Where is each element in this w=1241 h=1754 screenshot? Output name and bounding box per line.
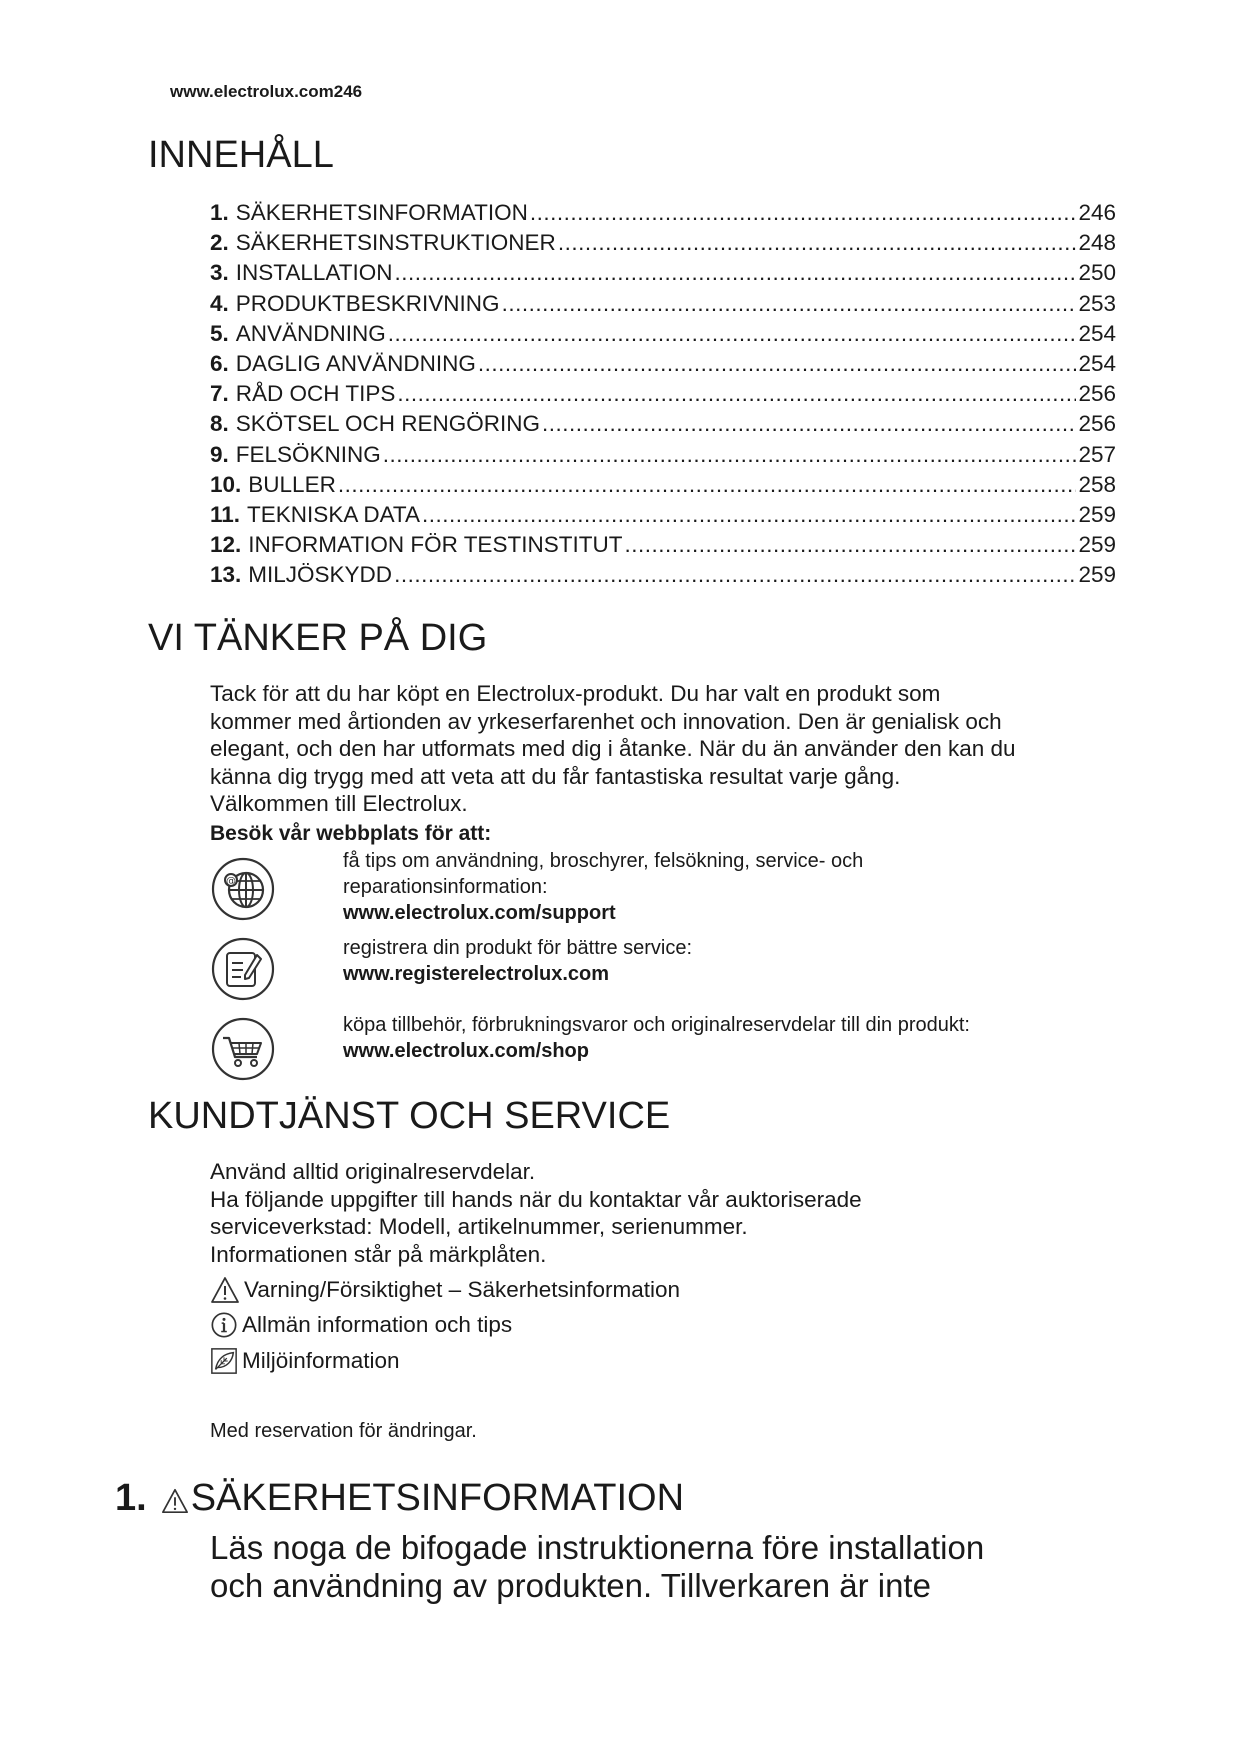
toc-item-label: RÅD OCH TIPS	[235, 381, 396, 407]
safety-number: 1.	[115, 1477, 147, 1519]
toc-item-label: FELSÖKNING	[235, 441, 381, 467]
warning-triangle-icon	[210, 1275, 240, 1305]
website-item-text: få tips om användning, broschyrer, felsökning, service- och	[343, 850, 864, 872]
toc-item-label: DAGLIG ANVÄNDNING	[235, 350, 476, 376]
toc-leader-dots	[397, 379, 1076, 409]
service-title: KUNDTJÄNST OCH SERVICE	[148, 1095, 671, 1137]
toc-item[interactable]	[210, 470, 1116, 500]
toc-item-label: PRODUKTBESKRIVNING	[235, 290, 500, 316]
toc-leader-dots	[388, 319, 1077, 349]
toc-item-page: 256	[1078, 381, 1116, 407]
service-text	[210, 1158, 862, 1268]
svg-text:@: @	[226, 876, 236, 887]
toc-item-label: INSTALLATION	[235, 260, 393, 286]
service-line: serviceverkstad: Modell, artikelnummer, serienummer.	[210, 1214, 748, 1239]
toc-item-label: ANVÄNDNING	[235, 320, 386, 346]
toc-title: INNEHÅLL	[148, 134, 334, 176]
toc-leader-dots	[624, 530, 1076, 560]
toc-item-label: SÄKERHETSINFORMATION	[235, 200, 528, 225]
toc-leader-dots	[558, 228, 1077, 258]
legend-environment	[210, 1347, 400, 1375]
service-line: Använd alltid originalreservdelar.	[210, 1159, 536, 1184]
intro-line: elegant, och den har utformats med dig i åtanke. När du än använder den kan du	[210, 736, 1016, 761]
toc-leader-dots	[502, 289, 1077, 319]
website-item-text: köpa tillbehör, förbrukningsvaror och originalreservdelar till din produkt:	[343, 1014, 970, 1036]
toc-item-page: 259	[1078, 501, 1116, 527]
toc-item-label: BULLER	[248, 471, 336, 497]
toc-item[interactable]	[210, 289, 1116, 319]
toc-item-page: 253	[1078, 290, 1116, 316]
toc-item[interactable]	[210, 409, 1116, 439]
intro-line: kommer med årtionden av yrkeserfarenhet och innovation. Den är genialisk och	[210, 708, 1002, 734]
website-item-register	[210, 935, 1110, 1010]
toc-item[interactable]	[210, 530, 1116, 560]
toc-leader-dots	[478, 349, 1077, 379]
legend-label: Miljöinformation	[242, 1348, 400, 1373]
support-link[interactable]: www.electrolux.com/support	[343, 902, 616, 924]
reservation-note: Med reservation för ändringar.	[210, 1420, 477, 1442]
toc-leader-dots	[338, 470, 1077, 500]
toc-leader-dots	[383, 440, 1077, 470]
toc-item-number: 5.	[210, 320, 229, 346]
info-icon	[210, 1311, 238, 1339]
legend-warning	[210, 1275, 680, 1305]
toc-item-page: 259	[1078, 532, 1116, 558]
toc-leader-dots	[394, 560, 1076, 590]
toc-item[interactable]	[210, 500, 1116, 530]
toc-item[interactable]	[210, 440, 1116, 470]
toc-item-label: SKÖTSEL OCH RENGÖRING	[235, 411, 540, 437]
toc-item-number: 7.	[210, 381, 229, 407]
service-line: Informationen står på märkplåten.	[210, 1241, 547, 1267]
toc-item-number: 8.	[210, 411, 229, 437]
toc-item[interactable]	[210, 258, 1116, 288]
legend-label: Varning/Försiktighet – Säkerhetsinformation	[244, 1277, 681, 1302]
toc-item-label: INFORMATION FÖR TESTINSTITUT	[248, 532, 623, 558]
toc-item-number: 12.	[210, 532, 242, 558]
toc-item-number: 1.	[210, 200, 229, 225]
intro-line: Tack för att du har köpt en Electrolux-produkt. Du har valt en produkt som	[210, 681, 941, 706]
thinking-title: VI TÄNKER PÅ DIG	[148, 617, 488, 659]
toc-item-page: 254	[1078, 320, 1116, 346]
toc-item[interactable]	[210, 349, 1116, 379]
safety-line: Läs noga de bifogade instruktionerna före installation	[210, 1529, 985, 1566]
toc-item-number: 6.	[210, 350, 229, 376]
toc-item-page: 246	[1078, 200, 1116, 225]
toc-item-page: 257	[1078, 441, 1116, 467]
toc-item-page: 258	[1078, 471, 1116, 497]
shop-link[interactable]: www.electrolux.com/shop	[343, 1040, 589, 1062]
toc-item-number: 13.	[210, 562, 242, 588]
toc-item-number: 3.	[210, 260, 229, 286]
safety-line: och användning av produkten. Tillverkaren är inte	[210, 1567, 931, 1604]
toc-item[interactable]	[210, 560, 1116, 590]
toc-item-label: SÄKERHETSINSTRUKTIONER	[235, 230, 556, 256]
toc-item-label: MILJÖSKYDD	[248, 562, 393, 588]
toc-leader-dots	[530, 198, 1077, 228]
legend-label: Allmän information och tips	[242, 1312, 513, 1337]
toc-item-page: 254	[1078, 350, 1116, 376]
service-line: Ha följande uppgifter till hands när du kontaktar vår auktoriserade	[210, 1186, 862, 1212]
toc-item[interactable]	[210, 228, 1116, 258]
website-item-shop	[210, 1010, 1110, 1090]
toc-leader-dots	[394, 258, 1076, 288]
intro-line: Välkommen till Electrolux.	[210, 791, 468, 816]
toc-leader-dots	[542, 409, 1076, 439]
globe-at-icon	[210, 856, 276, 922]
warning-triangle-icon	[161, 1487, 189, 1515]
toc-item[interactable]	[210, 319, 1116, 349]
register-link[interactable]: www.registerelectrolux.com	[343, 963, 610, 985]
safety-heading	[115, 1477, 684, 1520]
toc-leader-dots	[422, 500, 1076, 530]
toc-item-number: 2.	[210, 230, 229, 256]
website-item-text: reparationsinformation:	[343, 876, 548, 898]
shopping-cart-icon	[210, 1016, 276, 1082]
safety-title: SÄKERHETSINFORMATION	[190, 1477, 685, 1519]
safety-intro	[210, 1529, 984, 1605]
website-item-support	[210, 848, 1110, 928]
toc-item-number: 9.	[210, 441, 229, 467]
website-item-text: registrera din produkt för bättre service:	[343, 937, 693, 959]
toc-item-number: 4.	[210, 290, 229, 316]
visit-heading: Besök vår webbplats för att:	[210, 822, 492, 845]
leaf-icon	[210, 1347, 238, 1375]
intro-line: känna dig trygg med att veta att du får fantastiska resultat varje gång.	[210, 763, 901, 789]
toc-item-number: 11.	[210, 501, 241, 527]
toc-item-label: TEKNISKA DATA	[247, 501, 421, 527]
toc-item-page: 256	[1078, 411, 1116, 437]
toc-item-page: 250	[1078, 260, 1116, 286]
toc-item-number: 10.	[210, 471, 242, 497]
toc-item[interactable]	[210, 379, 1116, 409]
thinking-intro	[210, 680, 1016, 818]
header-url: www.electrolux.com246	[170, 82, 363, 101]
register-form-icon	[210, 936, 276, 1002]
toc-item-page: 259	[1078, 562, 1116, 588]
table-of-contents	[210, 198, 1116, 590]
legend-info	[210, 1311, 512, 1339]
toc-item-page: 248	[1078, 230, 1116, 256]
toc-item[interactable]	[210, 198, 1116, 228]
